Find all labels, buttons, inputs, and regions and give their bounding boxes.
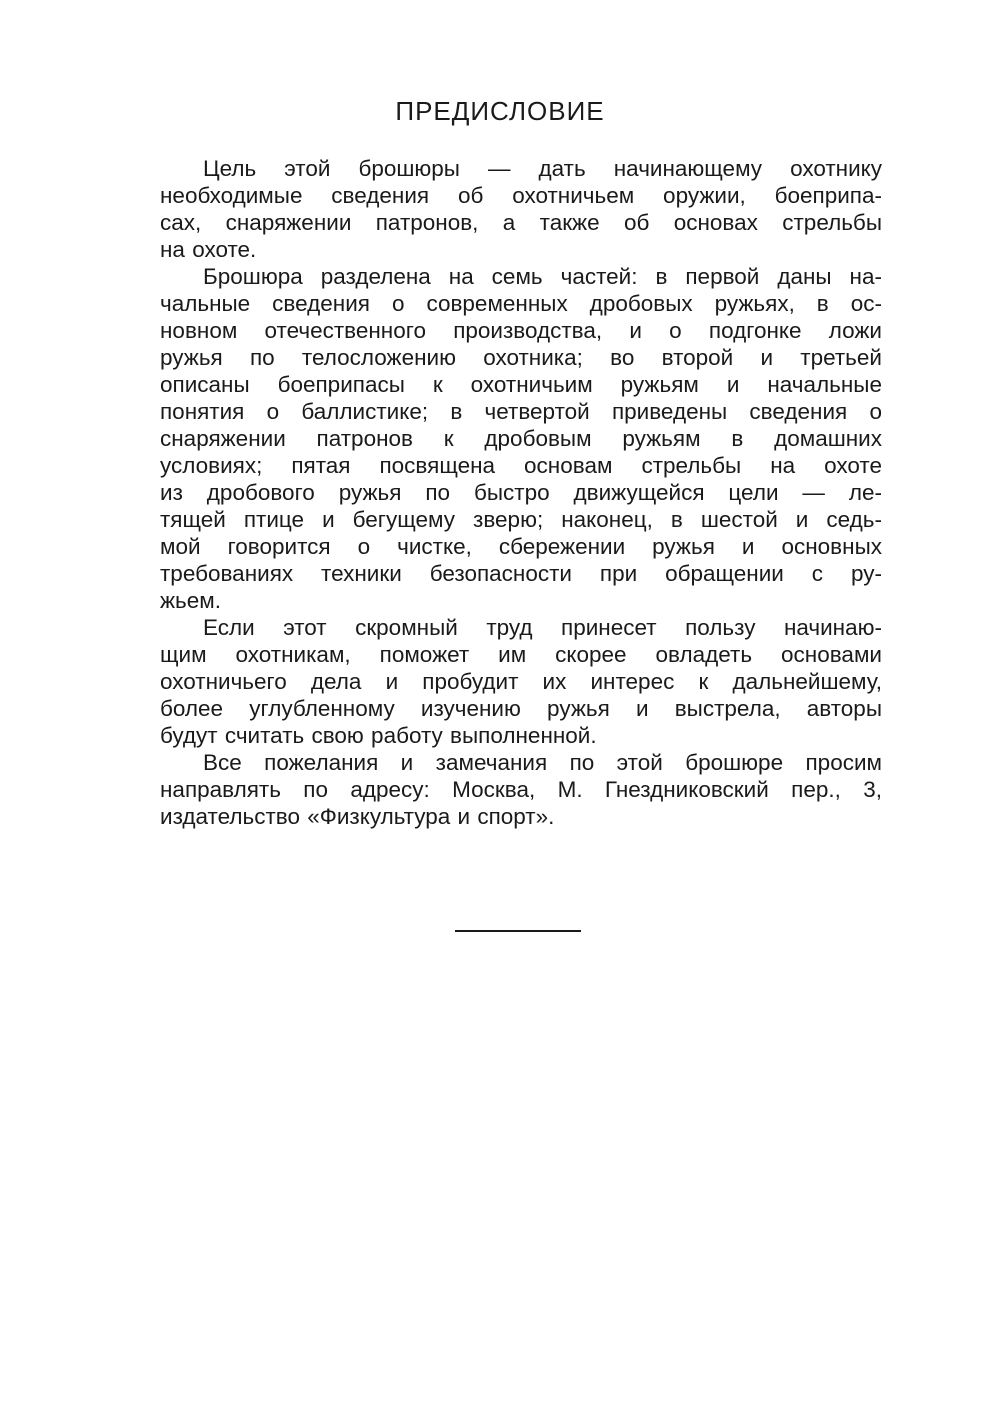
text-line: необходимые сведения об охотничьем оружии, боеприпа- [160,183,882,208]
text-line: из дробового ружья по быстро движущейся цели — ле- [160,480,882,505]
text-line: снаряжении патронов к дробовым ружьям в домашних [160,426,882,451]
preface-body [160,155,882,830]
text-line: сах, снаряжении патронов, а также об основах стрельбы [160,210,882,235]
text-line: требованиях техники безопасности при обращении с ру- [160,561,882,586]
text-line: щим охотникам, поможет им скорее овладеть основами [160,642,882,667]
text-line: охотничьего дела и пробудит их интерес к дальнейшему, [160,669,882,694]
text-line: жьем. [160,588,222,613]
text-line: Если этот скромный труд принесет пользу начинаю- [203,615,882,640]
text-line: описаны боеприпасы к охотничьим ружьям и начальные [160,372,882,397]
text-line: условиях; пятая посвящена основам стрельбы на охоте [160,453,882,478]
text-line: более углубленному изучению ружья и выстрела, авторы [160,696,882,721]
text-line: чальные сведения о современных дробовых ружьях, в ос- [160,291,882,316]
section-end-rule [455,930,581,932]
paragraph-3 [160,614,882,749]
text-line: понятия о баллистике; в четвертой приведены сведения о [160,399,882,424]
text-line: Цель этой брошюры — дать начинающему охотнику [203,156,882,181]
paragraph-2 [160,263,882,614]
text-line: ружья по телосложению охотника; во второй и третьей [160,345,882,370]
text-line: Брошюра разделена на семь частей: в первой даны на- [203,264,882,289]
text-line: Все пожелания и замечания по этой брошюре просим [203,750,882,775]
text-line: издательство «Физкультура и спорт». [160,804,555,829]
paragraph-1 [160,155,882,263]
text-line: на охоте. [160,237,257,262]
text-line: мой говорится о чистке, сбережении ружья и основных [160,534,882,559]
page-title: ПРЕДИСЛОВИЕ [395,96,605,126]
paragraph-4 [160,749,882,830]
text-line: тящей птице и бегущему зверю; наконец, в шестой и седь- [160,507,882,532]
text-line: направлять по адресу: Москва, М. Гнездниковский пер., 3, [160,777,882,802]
text-line: будут считать свою работу выполненной. [160,723,597,748]
text-line: новном отечественного производства, и о подгонке ложи [160,318,882,343]
